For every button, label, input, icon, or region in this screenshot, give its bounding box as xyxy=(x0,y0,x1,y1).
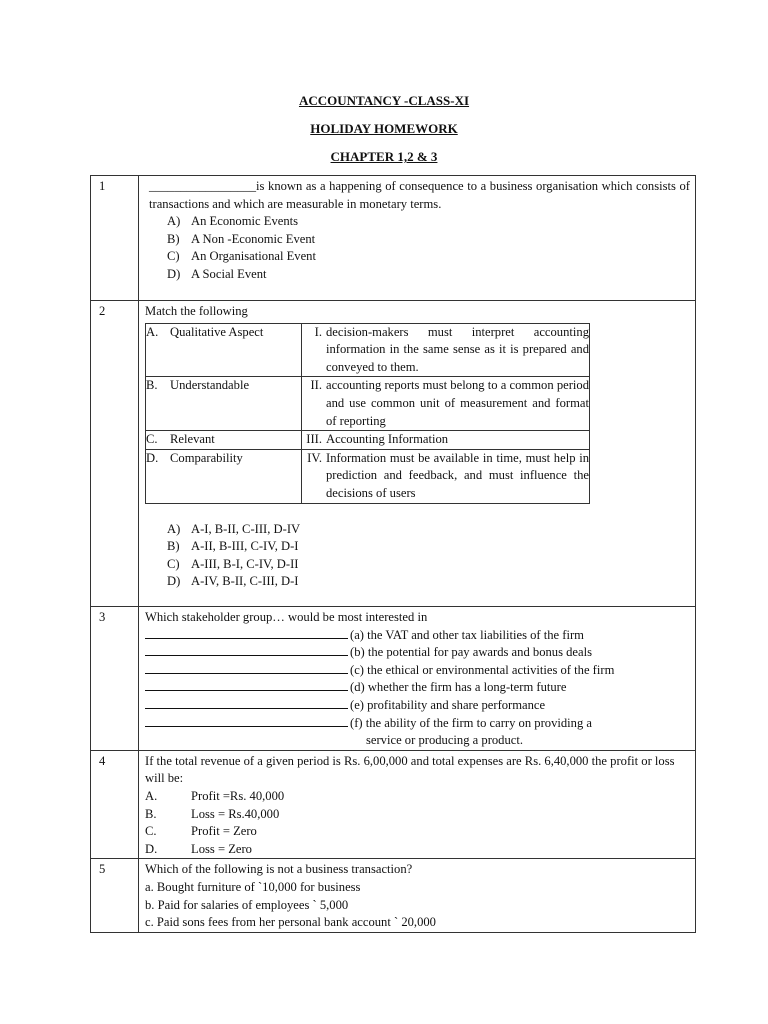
option-text: Loss = Zero xyxy=(191,841,252,856)
option-label: A) xyxy=(167,521,181,536)
stakeholder-item-text: (b) the potential for pay awards and bonus deals xyxy=(350,645,593,660)
option-item xyxy=(167,213,690,231)
question-number: 3 xyxy=(91,607,139,751)
match-left-cell xyxy=(146,431,302,450)
answer-blank xyxy=(145,644,348,656)
match-right-number: III. xyxy=(306,432,322,447)
option-item xyxy=(167,538,690,556)
option-item xyxy=(167,556,690,574)
match-right-cell xyxy=(302,377,590,431)
option-label: A) xyxy=(167,214,181,229)
match-right-number: IV. xyxy=(307,450,322,465)
question-text: Which of the following is not a business transaction? xyxy=(145,862,413,877)
stakeholder-item-continued: service or producing a product. xyxy=(366,733,524,748)
stakeholder-item-text: (c) the ethical or environmental activities of the firm xyxy=(350,662,615,677)
answer-blank: _________________ xyxy=(149,179,257,193)
option-item xyxy=(145,841,690,859)
option-label: C. xyxy=(145,824,157,839)
stakeholder-item-text: (f) the ability of the firm to carry on providing a xyxy=(350,715,593,730)
match-left-text: Understandable xyxy=(170,378,250,393)
question-number: 4 xyxy=(91,750,139,859)
stakeholder-item xyxy=(145,715,690,733)
question-body xyxy=(139,859,696,932)
options-list xyxy=(145,213,690,283)
option-item xyxy=(167,266,690,284)
match-left-cell xyxy=(146,377,302,431)
question-row xyxy=(91,301,696,607)
match-right-number: II. xyxy=(310,378,322,393)
answer-blank xyxy=(145,715,348,727)
match-left-label: A. xyxy=(146,324,159,339)
option-text: An Economic Events xyxy=(191,214,299,229)
question-body xyxy=(139,176,696,301)
question-text xyxy=(145,178,690,213)
option-text: A-I, B-II, C-III, D-IV xyxy=(191,521,301,536)
question-body xyxy=(139,750,696,859)
match-left-text: Comparability xyxy=(170,450,243,465)
match-right-cell xyxy=(302,431,590,450)
option-label: C) xyxy=(167,556,180,571)
match-left-cell xyxy=(146,323,302,377)
stakeholder-item xyxy=(145,679,690,697)
option-item xyxy=(145,823,690,841)
answer-blank xyxy=(145,697,348,709)
match-row xyxy=(146,449,590,503)
match-row xyxy=(146,377,590,431)
question-body xyxy=(139,607,696,751)
question-body xyxy=(139,301,696,607)
option-text: A-II, B-III, C-IV, D-I xyxy=(191,539,299,554)
option-item xyxy=(145,806,690,824)
option-item xyxy=(167,521,690,539)
stakeholder-item xyxy=(145,662,690,680)
match-left-label: B. xyxy=(146,378,158,393)
document-title: ACCOUNTANCY -CLASS-XI xyxy=(298,93,470,108)
option-label: D) xyxy=(167,266,181,281)
option-label: B) xyxy=(167,539,180,554)
option-label: B) xyxy=(167,231,180,246)
option-label: B. xyxy=(145,806,157,821)
question-row xyxy=(91,176,696,301)
option-item: b. Paid for salaries of employees ` 5,000 xyxy=(145,897,349,912)
question-text: Match the following xyxy=(145,304,248,318)
stakeholder-item-text: (a) the VAT and other tax liabilities of the firm xyxy=(350,627,584,642)
match-right-text: Information must be available in time, must help in prediction and feedback, and must influence the decisions of users xyxy=(326,450,589,500)
match-right-text: Accounting Information xyxy=(326,432,449,447)
match-left-label: C. xyxy=(146,432,158,447)
question-row xyxy=(91,750,696,859)
option-text: A-III, B-I, C-IV, D-II xyxy=(191,556,299,571)
match-right-cell xyxy=(302,449,590,503)
option-item xyxy=(167,573,690,591)
option-text: A-IV, B-II, C-III, D-I xyxy=(191,574,299,589)
document-subtitle: HOLIDAY HOMEWORK xyxy=(310,121,458,136)
match-left-text: Qualitative Aspect xyxy=(170,324,264,339)
option-item xyxy=(167,231,690,249)
answer-blank xyxy=(145,679,348,691)
match-left-cell xyxy=(146,449,302,503)
answer-blank xyxy=(145,662,348,674)
match-right-text: accounting reports must belong to a common period and use common unit of measurement and format of reporting xyxy=(326,378,589,428)
stakeholder-item xyxy=(145,627,690,645)
question-number: 5 xyxy=(91,859,139,932)
match-right-number: I. xyxy=(314,324,322,339)
stakeholder-item xyxy=(145,644,690,662)
option-label: C) xyxy=(167,249,180,264)
question-text-main: is known as a happening of consequence to a business organisation which consists of transactions and which are measurable in monetary terms. xyxy=(149,179,690,211)
question-table xyxy=(90,175,696,933)
stakeholder-item-text: (d) whether the firm has a long-term future xyxy=(350,680,567,695)
option-text: An Organisational Event xyxy=(191,249,316,264)
option-label: D) xyxy=(167,574,181,589)
option-item xyxy=(145,788,690,806)
question-row xyxy=(91,859,696,932)
stakeholder-item xyxy=(145,697,690,715)
option-text: Profit = Zero xyxy=(191,824,257,839)
question-text: Which stakeholder group… would be most interested in xyxy=(145,610,428,624)
match-row xyxy=(146,323,590,377)
question-number: 1 xyxy=(91,176,139,301)
stakeholder-item-text: (e) profitability and share performance xyxy=(350,697,546,712)
match-table xyxy=(145,323,590,504)
question-row xyxy=(91,607,696,751)
option-text: A Non -Economic Event xyxy=(191,231,316,246)
options-list xyxy=(145,521,690,591)
option-text: Loss = Rs.40,000 xyxy=(191,806,280,821)
option-item: a. Bought furniture of `10,000 for business xyxy=(145,879,361,894)
question-text: If the total revenue of a given period is Rs. 6,00,000 and total expenses are Rs. 6,40,000 the profit or loss will be: xyxy=(145,753,675,786)
match-left-label: D. xyxy=(146,450,159,465)
question-number: 2 xyxy=(91,301,139,607)
option-item xyxy=(167,248,690,266)
option-item: c. Paid sons fees from her personal bank account ` 20,000 xyxy=(145,915,436,930)
match-left-text: Relevant xyxy=(170,432,215,447)
option-label: D. xyxy=(145,841,158,856)
match-right-text: decision-makers must interpret accounting information in the same sense as it is prepared and conveyed to them. xyxy=(326,324,589,374)
option-label: A. xyxy=(145,788,158,803)
chapter-heading: CHAPTER 1,2 & 3 xyxy=(330,149,438,164)
option-text: Profit =Rs. 40,000 xyxy=(191,788,285,803)
option-text: A Social Event xyxy=(191,266,267,281)
answer-blank xyxy=(145,627,348,639)
match-row xyxy=(146,431,590,450)
match-right-cell xyxy=(302,323,590,377)
